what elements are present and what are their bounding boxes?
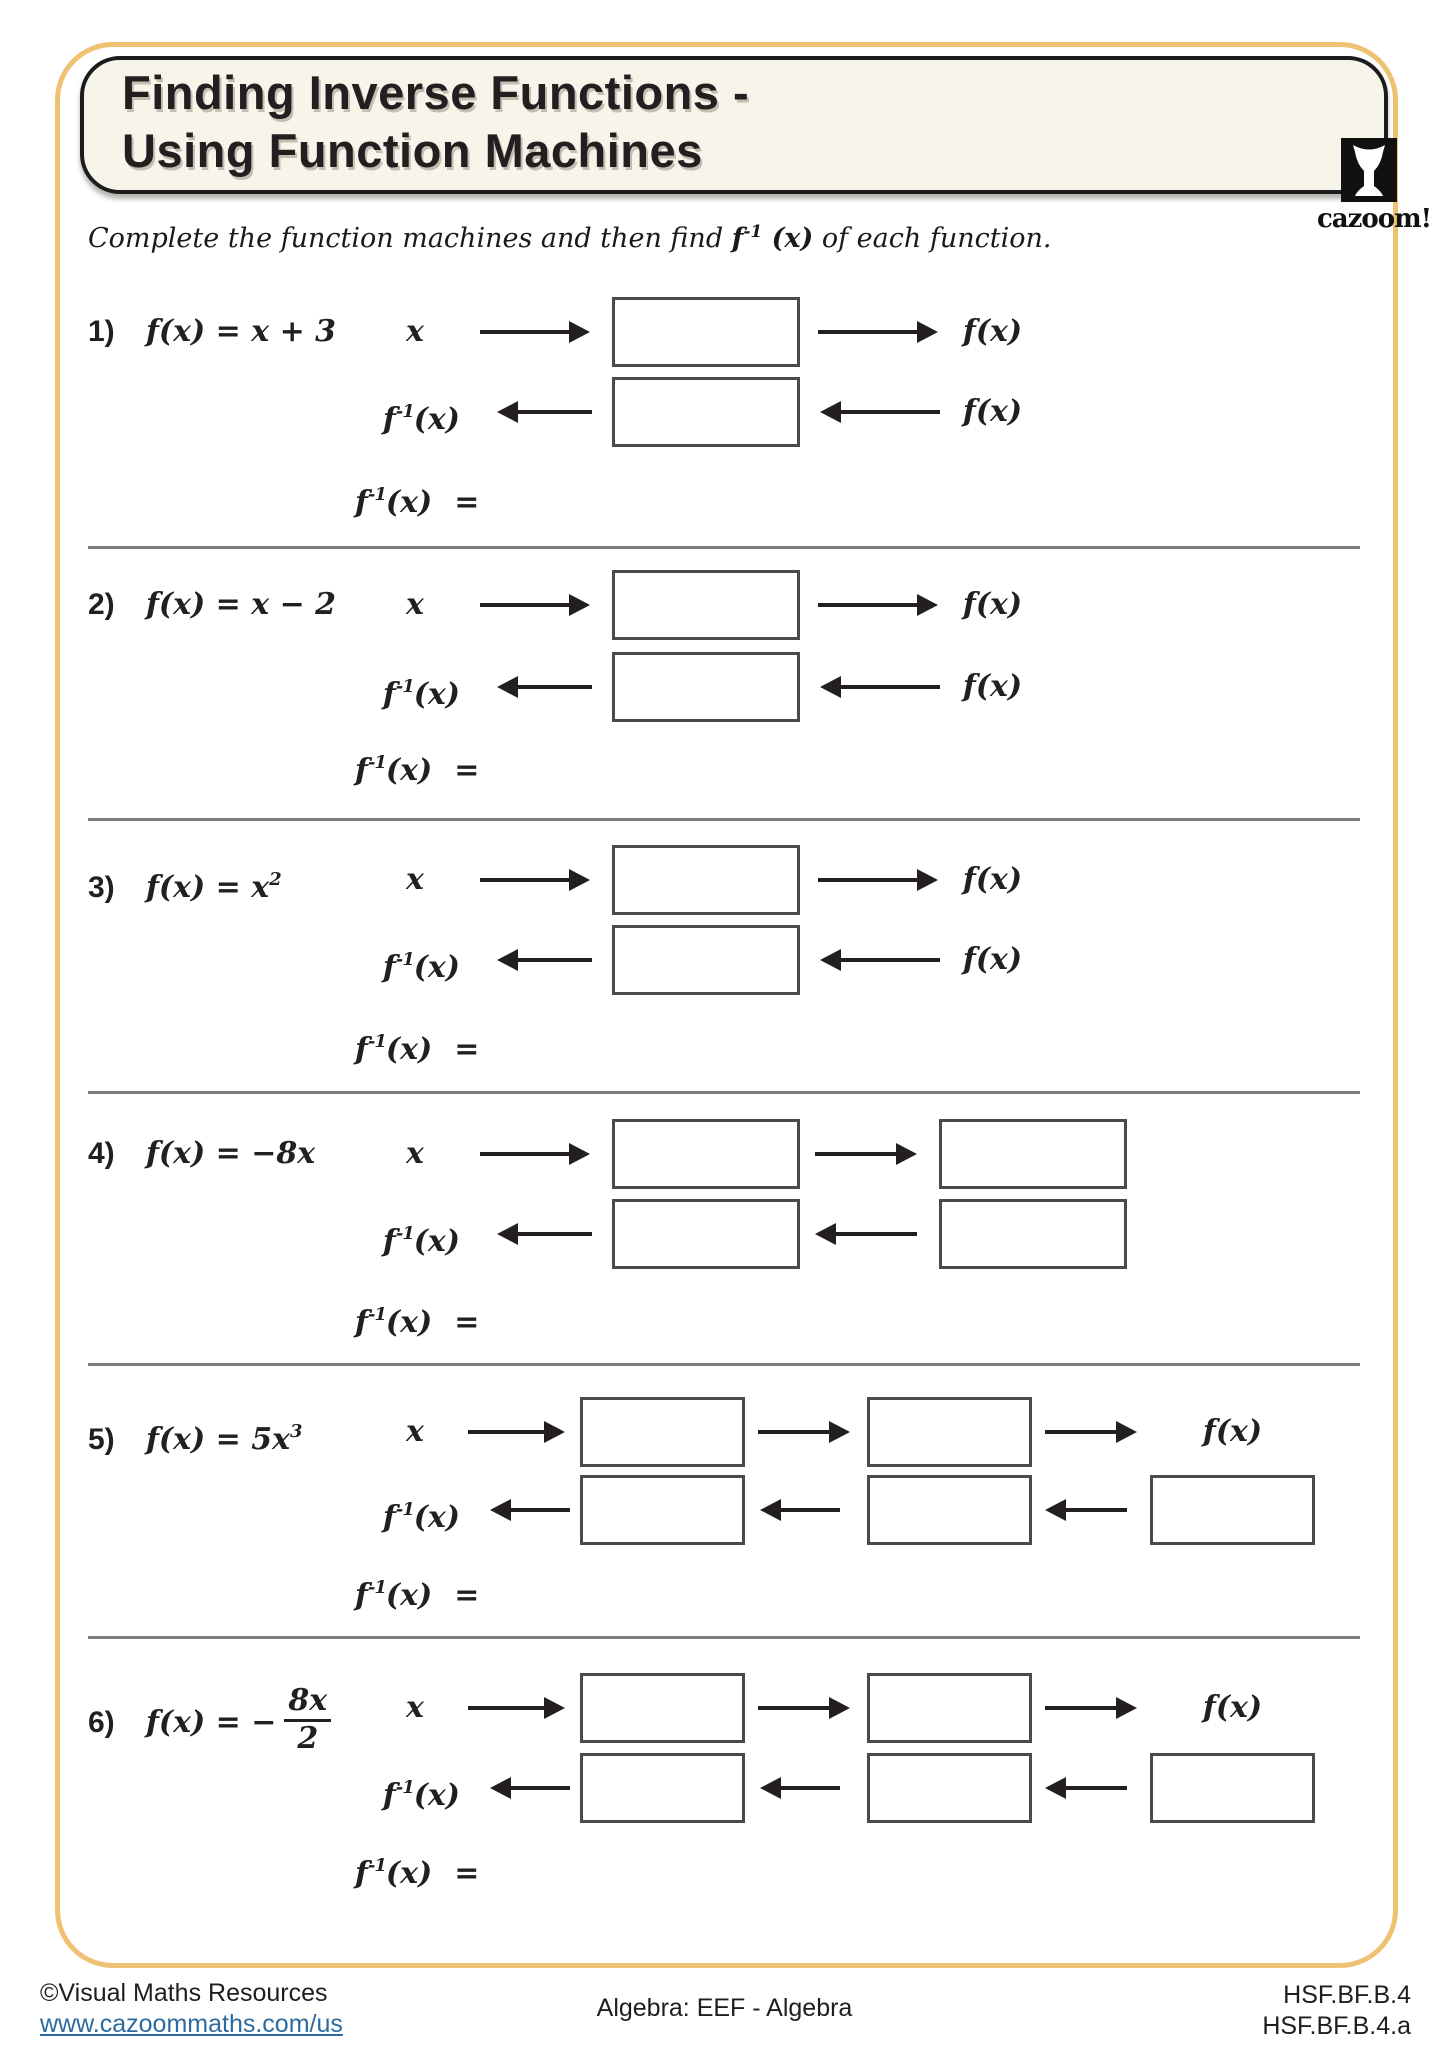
question-header: [88, 583, 336, 627]
forward-arrow: [468, 1706, 545, 1710]
backward-arrow: [510, 1508, 570, 1512]
backward-arrow: [517, 1232, 592, 1236]
forward-arrow: [818, 878, 918, 882]
footer-link[interactable]: www.cazoommaths.com/us: [40, 2010, 343, 2038]
inverse-output-label: $f^{-1}(x)$: [382, 1499, 460, 1535]
answer-box[interactable]: [1150, 1475, 1315, 1545]
question-header: [88, 858, 281, 905]
output-label: f(x): [1202, 1690, 1263, 1725]
output-label: f(x): [962, 862, 1023, 897]
forward-arrow: [818, 603, 918, 607]
input-label: x: [406, 314, 424, 349]
forward-arrow: [1045, 1706, 1117, 1710]
answer-box[interactable]: [612, 570, 800, 640]
inverse-input-label: f(x): [962, 942, 1023, 977]
forward-arrow: [480, 603, 570, 607]
forward-arrow: [480, 1152, 570, 1156]
answer-line: $f^{-1}(x)$ =: [355, 1855, 480, 1891]
question-number: 1): [88, 315, 115, 348]
question-formula: f(x) = − $\frac{8x}{2}$: [146, 1705, 331, 1740]
answer-box[interactable]: [939, 1119, 1127, 1189]
forward-arrow: [480, 878, 570, 882]
question-formula: f(x) = x − 2: [146, 587, 337, 622]
input-label: x: [406, 587, 424, 622]
page-title-line2: Using Function Machines: [122, 124, 703, 177]
inverse-output-label: $f^{-1}(x)$: [382, 401, 460, 437]
answer-box[interactable]: [612, 377, 800, 447]
answer-box[interactable]: [612, 1199, 800, 1269]
inverse-input-label: f(x): [962, 394, 1023, 429]
backward-arrow: [780, 1508, 840, 1512]
answer-box[interactable]: [867, 1397, 1032, 1467]
question-formula: f(x) = x + 3: [146, 314, 337, 349]
answer-box[interactable]: [867, 1753, 1032, 1823]
answer-line: $f^{-1}(x)$ =: [355, 1031, 480, 1067]
footer-category: Algebra: EEF - Algebra: [596, 1994, 853, 2022]
input-label: x: [406, 1414, 424, 1449]
question-formula: $f(x) = 5x^3$: [146, 1421, 302, 1457]
backward-arrow: [840, 685, 940, 689]
logo-wordmark: cazoom!: [1316, 204, 1432, 234]
backward-arrow: [517, 410, 592, 414]
question-header: [88, 310, 336, 354]
backward-arrow: [835, 1232, 917, 1236]
instruction-text: Complete the function machines and then find $f^{-1}$ (x) of each function.: [88, 222, 1052, 254]
answer-box[interactable]: [612, 925, 800, 995]
question-number: 3): [88, 871, 115, 904]
answer-box[interactable]: [1150, 1753, 1315, 1823]
output-label: f(x): [962, 314, 1023, 349]
backward-arrow: [1065, 1786, 1127, 1790]
question-number: 2): [88, 588, 115, 621]
drum-icon: [1341, 138, 1397, 202]
answer-box[interactable]: [580, 1753, 745, 1823]
answer-line: $f^{-1}(x)$ =: [355, 752, 480, 788]
question-header: [88, 1132, 315, 1176]
question-header: [88, 1678, 331, 1768]
footer-copyright: ©Visual Maths Resources: [40, 1979, 328, 2007]
divider: [88, 546, 1360, 549]
footer-standard-2: HSF.BF.B.4.a: [1262, 2012, 1411, 2040]
answer-line: $f^{-1}(x)$ =: [355, 1304, 480, 1340]
inverse-input-label: f(x): [962, 669, 1023, 704]
inverse-output-label: $f^{-1}(x)$: [382, 676, 460, 712]
footer: [0, 1968, 1449, 2048]
divider: [88, 1636, 1360, 1639]
answer-box[interactable]: [939, 1199, 1127, 1269]
backward-arrow: [840, 958, 940, 962]
answer-box[interactable]: [867, 1475, 1032, 1545]
answer-box[interactable]: [867, 1673, 1032, 1743]
forward-arrow: [758, 1706, 830, 1710]
input-label: x: [406, 862, 424, 897]
backward-arrow: [840, 410, 940, 414]
answer-box[interactable]: [580, 1397, 745, 1467]
question-header: [88, 1410, 302, 1457]
question-number: 5): [88, 1423, 115, 1456]
forward-arrow: [818, 330, 918, 334]
forward-arrow: [468, 1430, 545, 1434]
backward-arrow: [517, 958, 592, 962]
backward-arrow: [1065, 1508, 1127, 1512]
divider: [88, 1091, 1360, 1094]
inverse-output-label: $f^{-1}(x)$: [382, 1777, 460, 1813]
answer-line: $f^{-1}(x)$ =: [355, 484, 480, 520]
forward-arrow: [758, 1430, 830, 1434]
page-title-line1: Finding Inverse Functions -: [122, 66, 750, 119]
backward-arrow: [510, 1786, 570, 1790]
answer-box[interactable]: [612, 297, 800, 367]
forward-arrow: [815, 1152, 897, 1156]
cazoom-logo: [1316, 134, 1432, 234]
answer-box[interactable]: [612, 845, 800, 915]
input-label: x: [406, 1690, 424, 1725]
answer-box[interactable]: [580, 1475, 745, 1545]
question-formula: f(x) = −8x: [146, 1136, 316, 1171]
answer-box[interactable]: [580, 1673, 745, 1743]
output-label: f(x): [1202, 1414, 1263, 1449]
answer-box[interactable]: [612, 1119, 800, 1189]
input-label: x: [406, 1136, 424, 1171]
output-label: f(x): [962, 587, 1023, 622]
divider: [88, 1363, 1360, 1366]
page-title: [122, 64, 749, 180]
footer-standard-1: HSF.BF.B.4: [1283, 1981, 1411, 2009]
inverse-output-label: $f^{-1}(x)$: [382, 949, 460, 985]
divider: [88, 818, 1360, 821]
question-number: 6): [88, 1706, 115, 1739]
inverse-output-label: $f^{-1}(x)$: [382, 1223, 460, 1259]
fraction: $\frac{8x}{2}$: [284, 1684, 331, 1756]
answer-line: $f^{-1}(x)$ =: [355, 1577, 480, 1613]
backward-arrow: [780, 1786, 840, 1790]
forward-arrow: [1045, 1430, 1117, 1434]
backward-arrow: [517, 685, 592, 689]
question-number: 4): [88, 1137, 115, 1170]
question-formula: $f(x) = x^2$: [146, 869, 281, 905]
answer-box[interactable]: [612, 652, 800, 722]
forward-arrow: [480, 330, 570, 334]
